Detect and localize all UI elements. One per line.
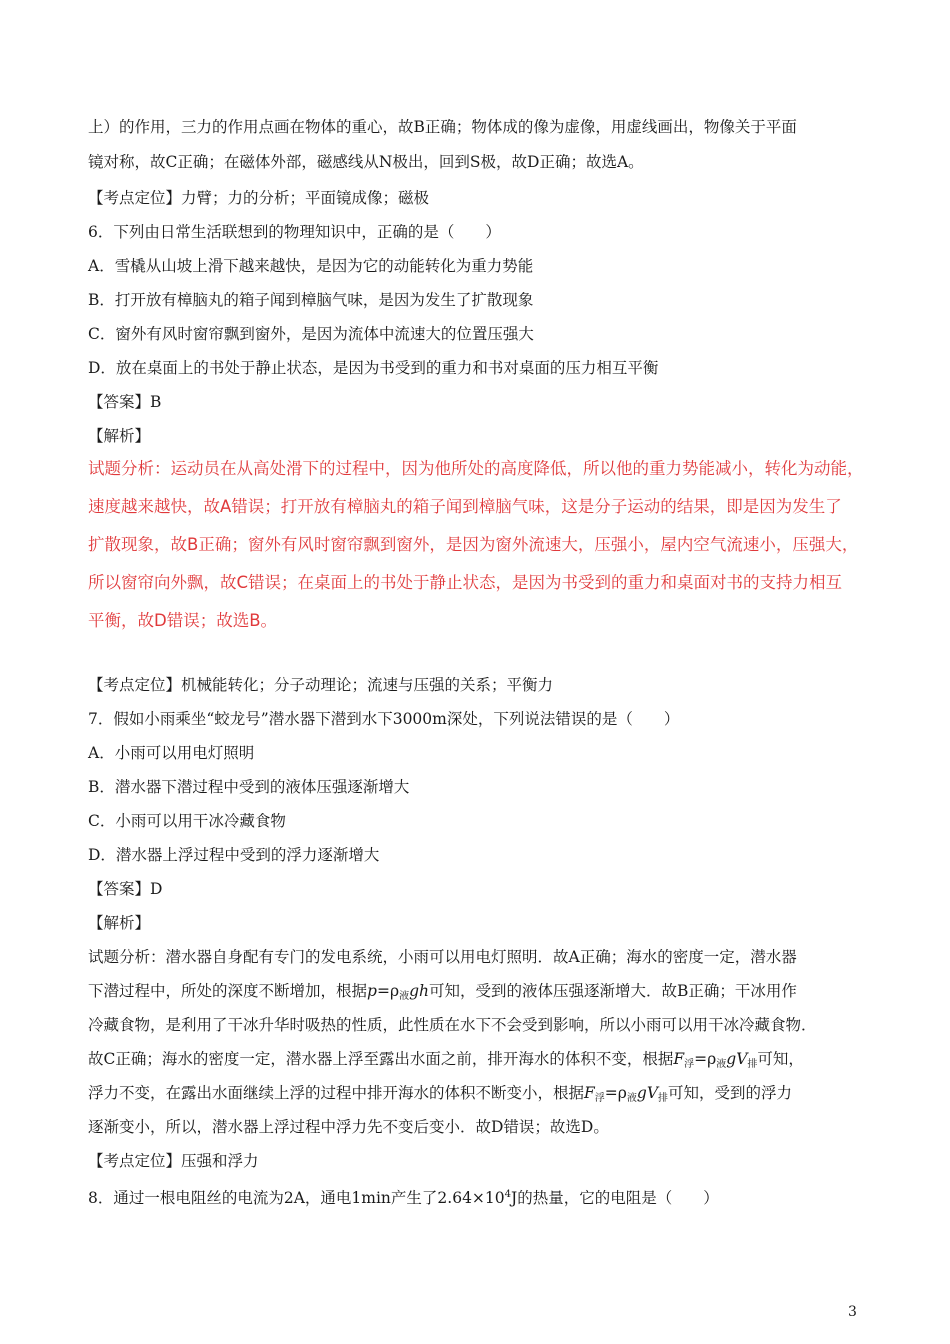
red-analysis-line: 试题分析：运动员在从高处滑下的过程中，因为他所处的高度降低，所以他的重力势能减小，转化为动能， — [88, 459, 864, 478]
red-analysis-line: 平衡，故D错误；故选B。 — [88, 611, 278, 630]
red-analysis-line: 速度越来越快，故A错误；打开放有樟脑丸的箱子闻到樟脑气味，这是分子运动的结果，即是因为发生了 — [88, 497, 842, 516]
exam-point-heading: 【考点定位】压强和浮力 — [88, 1152, 259, 1170]
answer-label: 【答案】B — [88, 393, 162, 411]
question-7: 7．假如小雨乘坐“蛟龙号”潜水器下潜到水下3000m深处，下列说法错误的是（ ） — [88, 710, 680, 728]
text-line: 上）的作用，三力的作用点画在物体的重心，故B正确；物体成的像为虚像，用虚线画出，物像关于平面 — [88, 118, 797, 136]
analysis-line: 故C正确；海水的密度一定，潜水器上浮至露出水面之前，排开海水的体积不变，根据$F_浮=\rho_液gV_排$可知， — [88, 1050, 804, 1070]
option-b: B．打开放有樟脑丸的箱子闻到樟脑气味，是因为发生了扩散现象 — [88, 291, 534, 309]
exam-point-heading: 【考点定位】机械能转化；分子动理论；流速与压强的关系；平衡力 — [88, 676, 554, 694]
text-line: 镜对称，故C正确；在磁体外部，磁感线从N极出，回到S极，故D正确；故选A。 — [88, 153, 644, 171]
question-8: 8．通过一根电阻丝的电流为2A，通电1min产生了$2.64\times 10^4J$的热量，它的电阻是（ ） — [88, 1189, 719, 1207]
analysis-line: 浮力不变，在露出水面继续上浮的过程中排开海水的体积不断变小，根据$F_浮=\rho_液gV_排$可知，受到的浮力 — [88, 1084, 793, 1104]
option-c: C．窗外有风时窗帘飘到窗外，是因为流体中流速大的位置压强大 — [88, 325, 534, 343]
exam-point-heading: 【考点定位】力臂；力的分析；平面镜成像；磁极 — [88, 189, 430, 207]
answer-label: 【答案】D — [88, 880, 163, 898]
analysis-line: 逐渐变小，所以，潜水器上浮过程中浮力先不变后变小．故D错误；故选D。 — [88, 1118, 609, 1136]
page-number: 3 — [848, 1304, 857, 1320]
analysis-line: 下潜过程中，所处的深度不断增加，根据$p=\rho_液gh$可知，受到的液体压强逐渐增大．故B正确；干冰用作 — [88, 982, 797, 1002]
option-d: D．潜水器上浮过程中受到的浮力逐渐增大 — [88, 846, 380, 864]
question-6: 6．下列由日常生活联想到的物理知识中，正确的是（ ） — [88, 223, 501, 241]
analysis-label: 【解析】 — [88, 427, 151, 445]
analysis-label: 【解析】 — [88, 914, 151, 932]
red-analysis-line: 扩散现象，故B正确；窗外有风时窗帘飘到窗外，是因为窗外流速大，压强小，屋内空气流速小，压强大， — [88, 535, 859, 554]
option-d: D．放在桌面上的书处于静止状态，是因为书受到的重力和书对桌面的压力相互平衡 — [88, 359, 659, 377]
analysis-line: 冷藏食物，是利用了干冰升华时吸热的性质，此性质在水下不会受到影响，所以小雨可以用干冰冷藏食物． — [88, 1016, 817, 1034]
red-analysis-line: 所以窗帘向外飘，故C错误；在桌面上的书处于静止状态，是因为书受到的重力和桌面对书的支持力相互 — [88, 573, 843, 592]
option-c: C．小雨可以用干冰冷藏食物 — [88, 812, 286, 830]
analysis-line: 试题分析：潜水器自身配有专门的发电系统，小雨可以用电灯照明．故A正确；海水的密度一定，潜水器 — [88, 948, 797, 966]
option-a: A．雪橇从山坡上滑下越来越快，是因为它的动能转化为重力势能 — [88, 257, 534, 275]
option-b: B．潜水器下潜过程中受到的液体压强逐渐增大 — [88, 778, 410, 796]
option-a: A．小雨可以用电灯照明 — [88, 744, 255, 762]
